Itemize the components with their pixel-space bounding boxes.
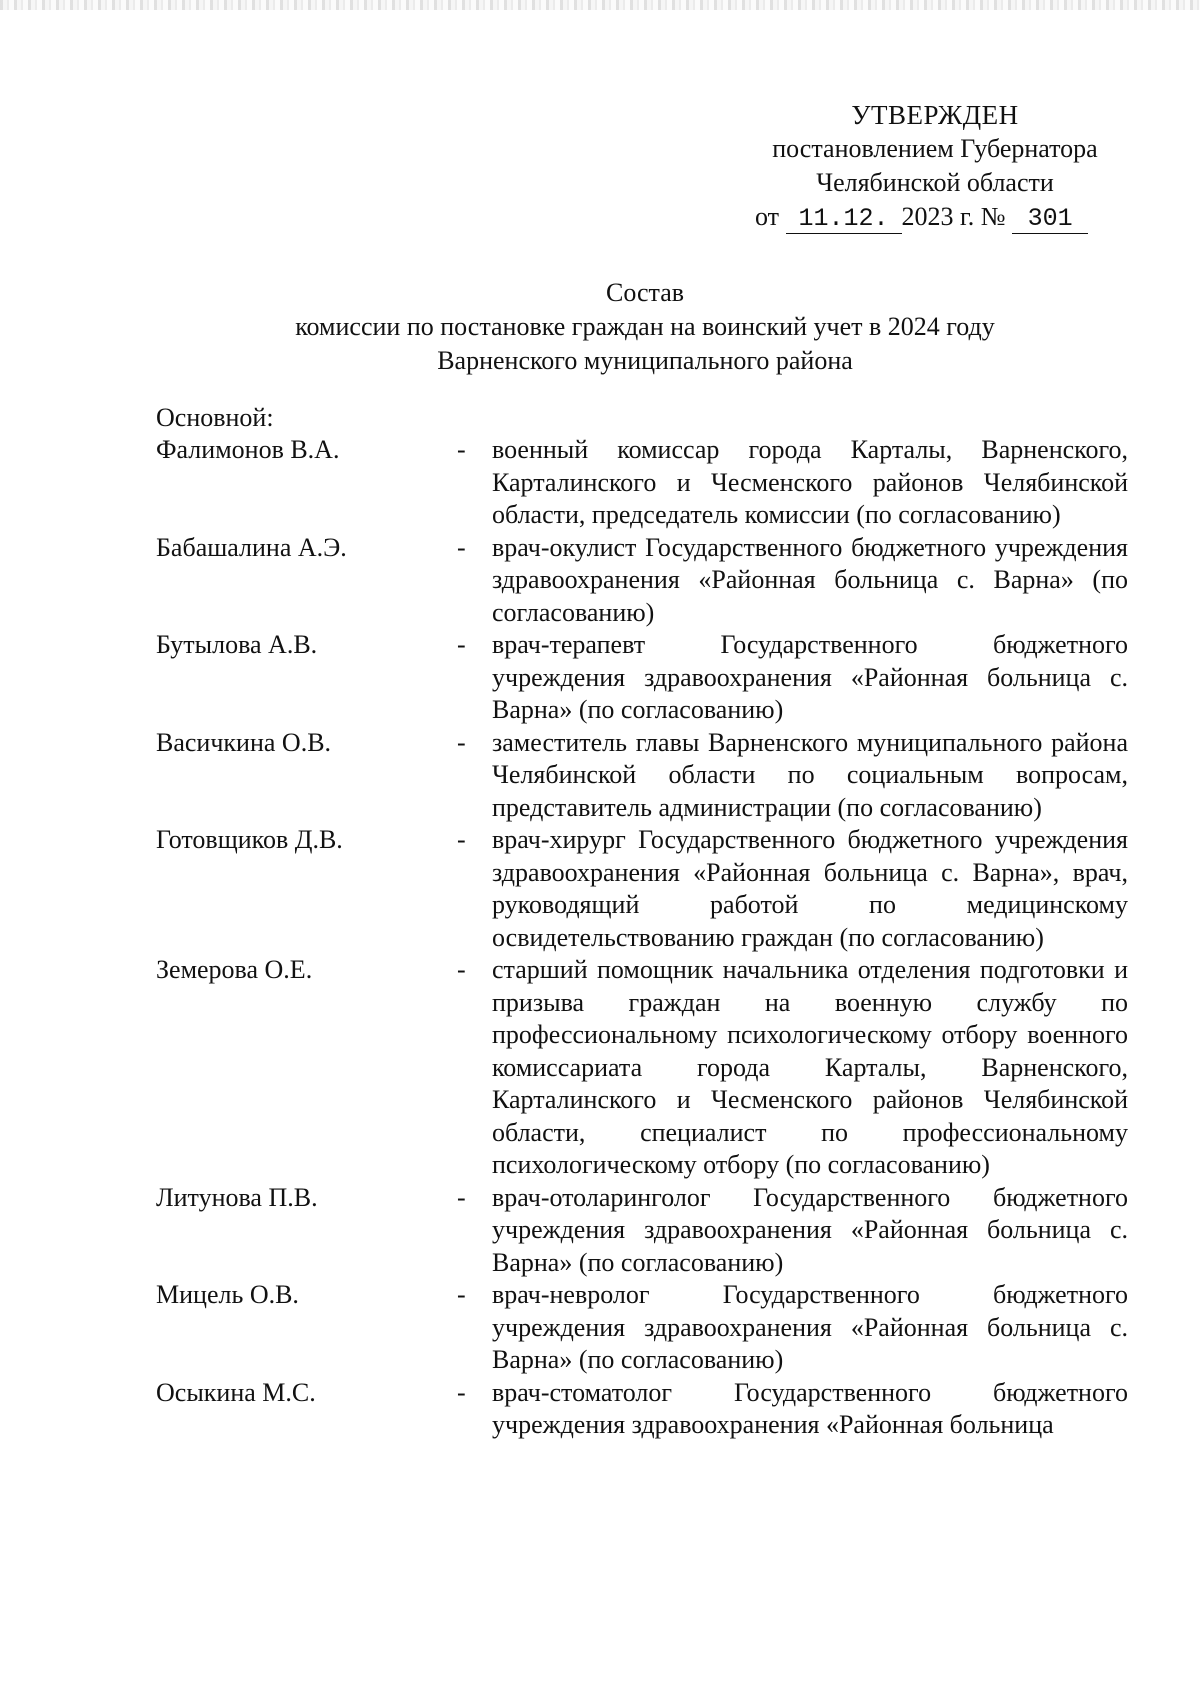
member-role: врач-невролог Государственного бюджетного учреждения здравоохранения «Районная больница с. Варна» (по согласованию) xyxy=(492,1280,1128,1374)
member-role: врач-отоларинголог Государственного бюджетного учреждения здравоохранения «Районная больница с. Варна» (по согласованию) xyxy=(492,1182,1128,1277)
dash-separator: - xyxy=(457,825,466,854)
approval-block xyxy=(700,98,1170,234)
title-line-3: Варненского муниципального района xyxy=(437,346,853,375)
member-row xyxy=(156,1182,1130,1280)
approval-line-1: постановлением Губернатора xyxy=(772,134,1098,163)
section-label: Основной: xyxy=(156,403,274,432)
dash-separator: - xyxy=(457,1377,466,1407)
member-role: врач-терапевт Государственного бюджетного учреждения здравоохранения «Районная больница с. Варна» (по согласованию) xyxy=(492,630,1128,724)
member-name: Готовщиков Д.В. xyxy=(156,825,343,854)
member-name: Литунова П.В. xyxy=(156,1182,318,1212)
document-title xyxy=(150,276,1140,378)
dash-separator: - xyxy=(457,1182,466,1212)
member-role: врач-окулист Государственного бюджетного учреждения здравоохранения «Районная больница с. Варна» (по согласованию) xyxy=(492,532,1128,627)
date-prefix: от xyxy=(755,202,780,231)
member-row xyxy=(156,532,1130,630)
dash-separator: - xyxy=(457,532,466,562)
member-row xyxy=(156,1279,1130,1377)
member-role: врач-хирург Государственного бюджетного учреждения здравоохранения «Районная больница с. Варна», врач, руководящий работой по медицинскому освидетельствованию граждан (по согласованию) xyxy=(492,825,1128,952)
dash-separator: - xyxy=(457,630,466,659)
dash-separator: - xyxy=(457,955,466,984)
dash-separator: - xyxy=(457,727,466,757)
member-row xyxy=(156,824,1130,954)
member-row xyxy=(156,629,1130,727)
number-field: 301 xyxy=(1012,205,1088,234)
member-name: Осыкина М.С. xyxy=(156,1377,316,1407)
member-role: военный комиссар города Карталы, Варненского, Карталинского и Чесменского районов Челябинской области, председатель комиссии (по согласованию) xyxy=(492,435,1128,529)
member-row xyxy=(156,727,1130,825)
member-name: Мицель О.В. xyxy=(156,1280,299,1309)
member-row xyxy=(156,954,1130,1182)
date-field: 11.12. xyxy=(786,205,902,234)
title-line-1: Состав xyxy=(605,278,685,307)
year-text: 2023 г. № xyxy=(901,202,1006,231)
dash-separator: - xyxy=(457,1280,466,1309)
member-list xyxy=(156,434,1130,1442)
title-line-2: комиссии по постановке граждан на воинский учет в 2024 году xyxy=(295,312,995,341)
member-role: заместитель главы Варненского муниципального района Челябинской области по социальным вопросам, представитель администрации (по согласованию) xyxy=(492,727,1128,822)
member-role: старший помощник начальника отделения подготовки и призыва граждан на военную службу по профессиональному психологическому отбору военного комиссариата города Карталы, Варненского, Карталинского и Чесменского районов Челябинской области, специалист по профессиональному психологическому отбору (по согласованию) xyxy=(492,955,1128,1179)
member-name: Бутылова А.В. xyxy=(156,630,318,659)
approval-line-2: Челябинской области xyxy=(816,168,1054,197)
approval-date-line xyxy=(700,200,1170,234)
member-row xyxy=(156,1377,1130,1442)
dash-separator: - xyxy=(457,435,466,464)
approval-heading: УТВЕРЖДЕН xyxy=(851,100,1019,130)
member-name: Земерова О.Е. xyxy=(156,955,313,984)
member-name: Васичкина О.В. xyxy=(156,727,332,757)
member-role: врач-стоматолог Государственного бюджетного учреждения здравоохранения «Районная больница xyxy=(492,1377,1128,1439)
member-row xyxy=(156,434,1130,532)
member-name: Бабашалина А.Э. xyxy=(156,532,347,562)
member-name: Фалимонов В.А. xyxy=(156,435,340,464)
scan-edge xyxy=(0,0,1200,10)
